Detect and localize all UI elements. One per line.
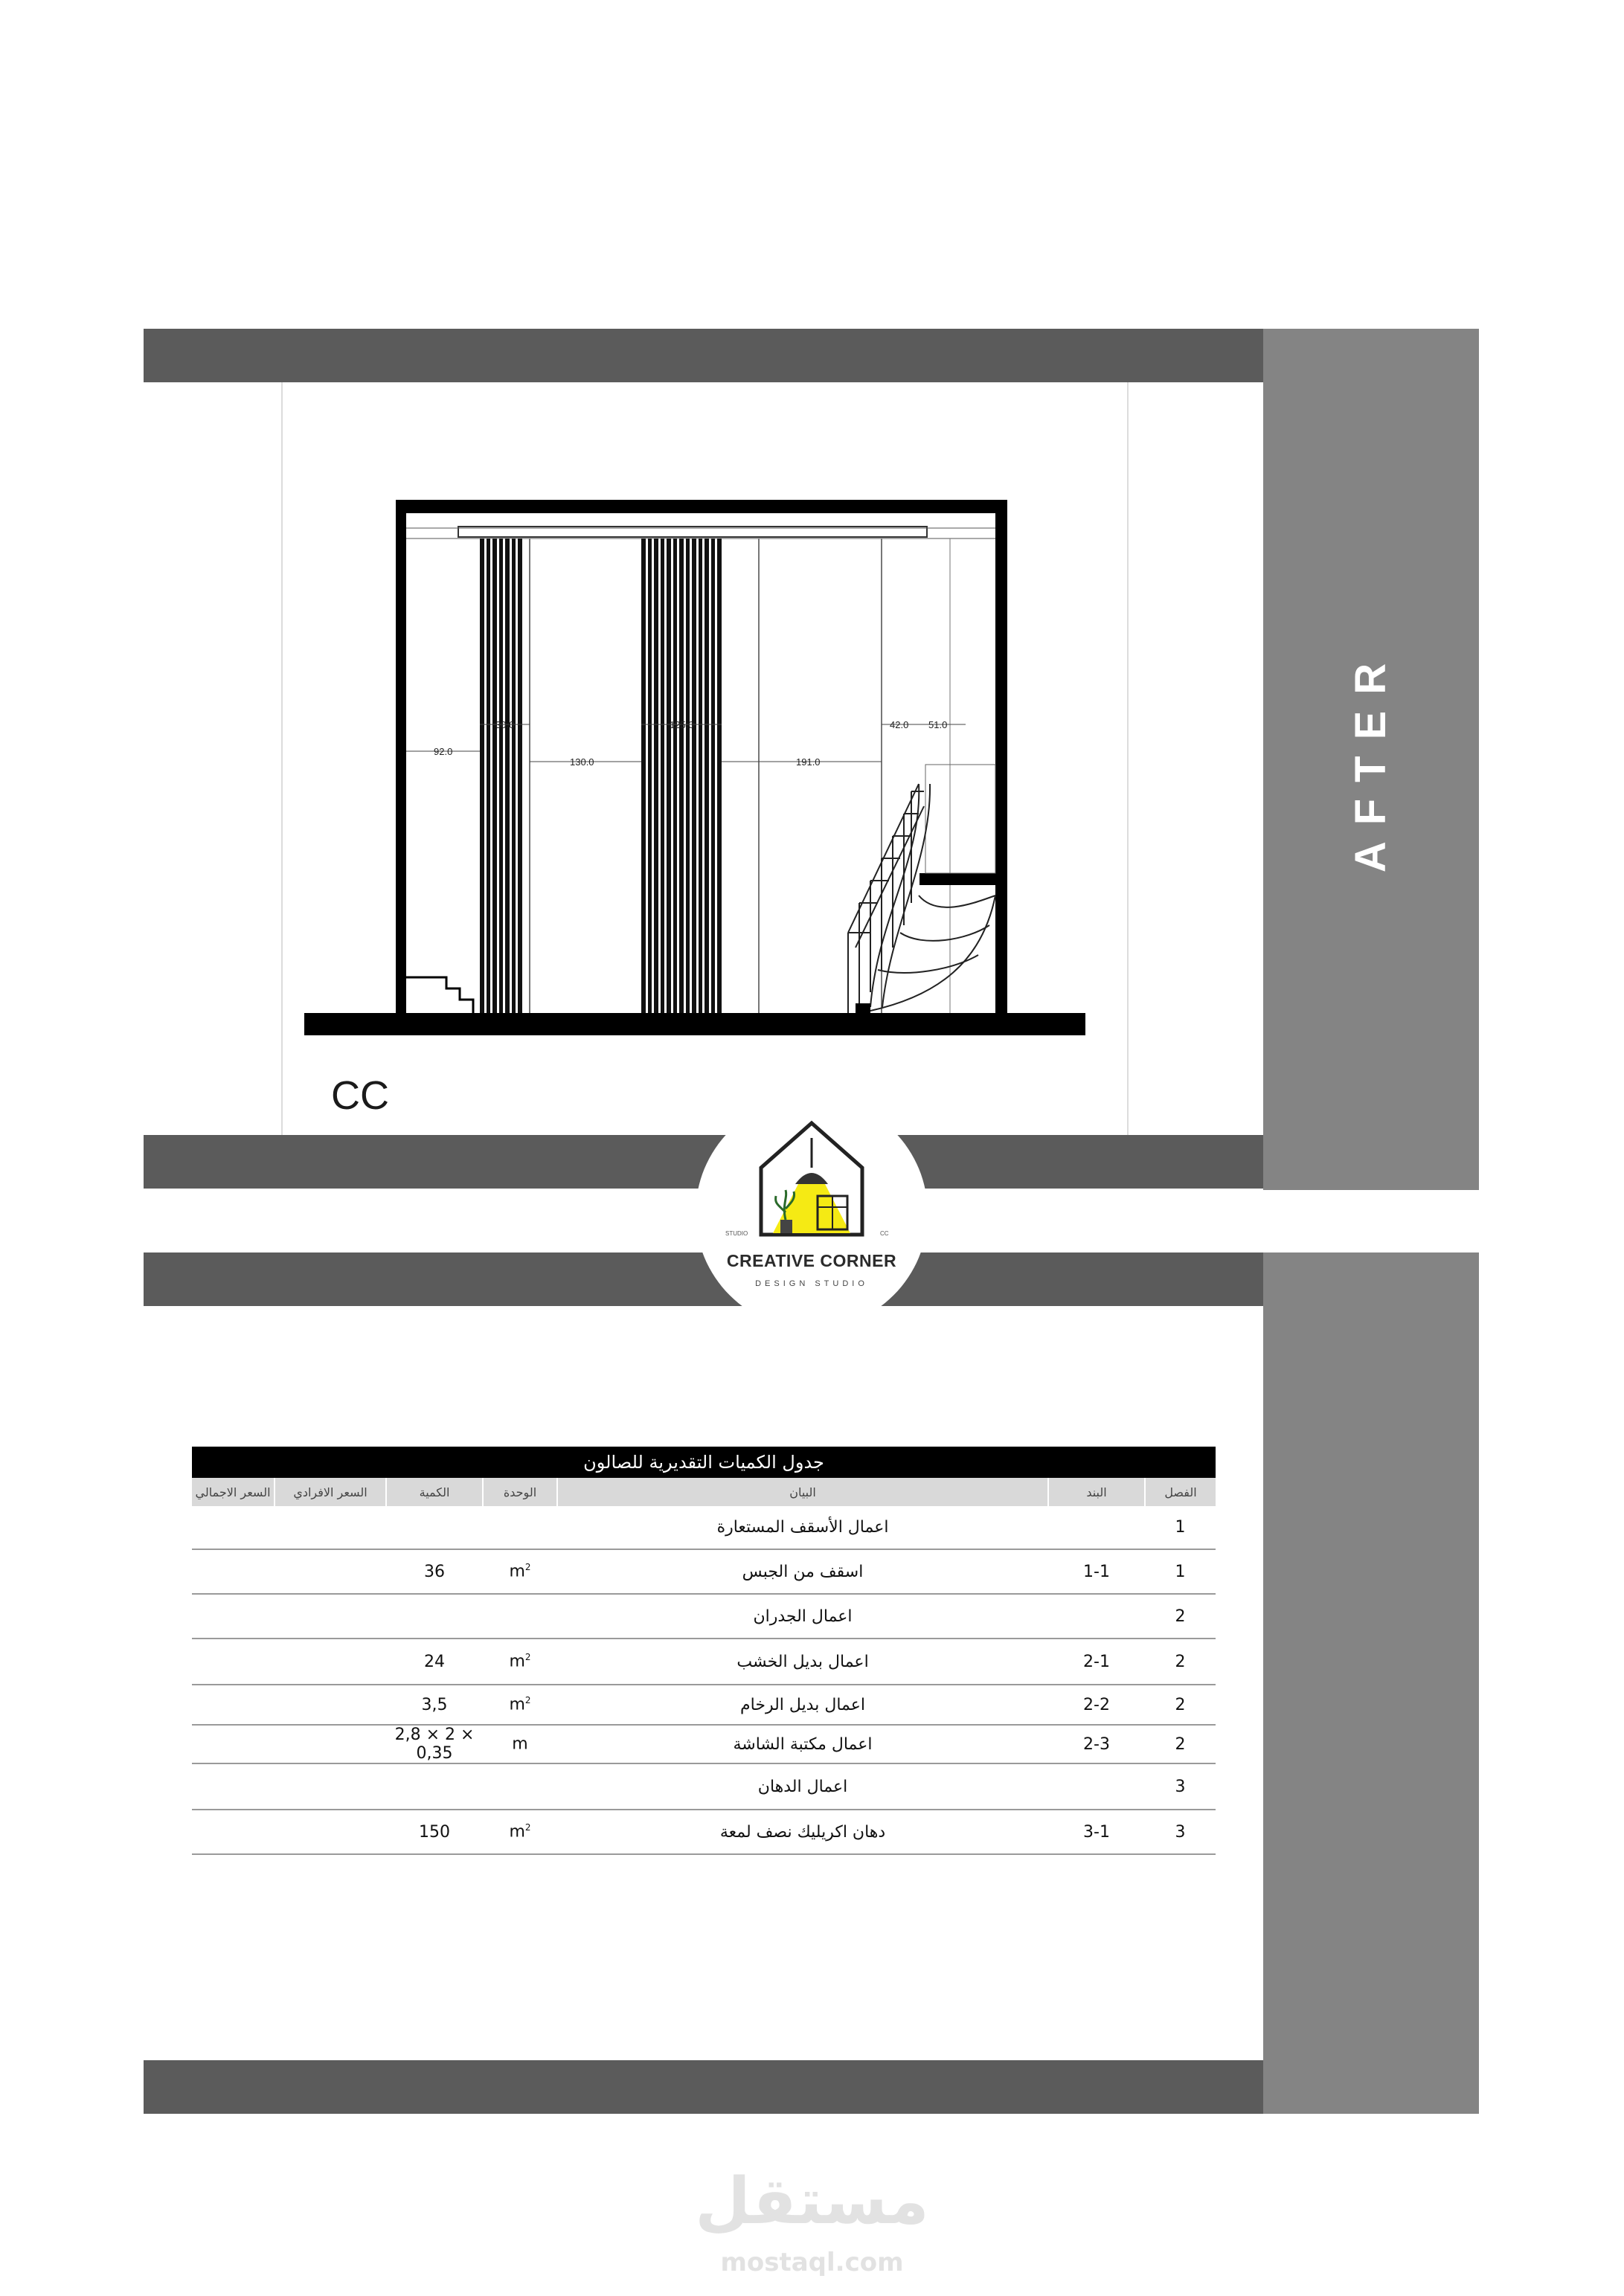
unit-exponent: 2 xyxy=(524,1822,531,1833)
after-label-container xyxy=(1263,329,1479,1190)
unit-cell xyxy=(483,1685,557,1725)
chapter-cell: 2 xyxy=(1145,1725,1216,1763)
description-cell: اعمال الأسقف المستعارة xyxy=(557,1506,1048,1549)
unit-cell xyxy=(483,1763,557,1810)
item-cell: 3-1 xyxy=(1048,1810,1145,1854)
table-header-row xyxy=(192,1478,1216,1506)
floor-slab xyxy=(304,1013,1085,1035)
dimension-label: 130.0 xyxy=(570,756,594,768)
wood-cladding-left xyxy=(480,538,522,1013)
small-steps xyxy=(406,977,473,1013)
chapter-cell: 1 xyxy=(1145,1506,1216,1549)
item-cell: 1-1 xyxy=(1048,1549,1145,1594)
table-row xyxy=(192,1763,1216,1810)
logo-right-tag: CC xyxy=(880,1230,889,1237)
item-cell: 2-1 xyxy=(1048,1639,1145,1685)
top-panel-header-band xyxy=(144,329,1263,382)
dimension-label: 51.0 xyxy=(928,719,948,730)
chapter-cell: 2 xyxy=(1145,1594,1216,1639)
item-cell: 2-3 xyxy=(1048,1725,1145,1763)
unit-price-cell xyxy=(275,1506,386,1549)
description-cell: اعمال الجدران xyxy=(557,1594,1048,1639)
total-price-cell xyxy=(192,1549,275,1594)
watermark-url: mostaql.com xyxy=(720,2248,904,2277)
total-price-cell xyxy=(192,1639,275,1685)
table-title-row xyxy=(192,1447,1216,1478)
unit-symbol: m xyxy=(509,1562,525,1581)
bottom-panel-side-bar xyxy=(1263,1252,1479,2114)
table-row xyxy=(192,1549,1216,1594)
column-header: السعر الاجمالي xyxy=(192,1478,275,1506)
unit-exponent: 2 xyxy=(524,1562,531,1573)
watermark-arabic: مستقل xyxy=(695,2164,929,2239)
item-cell xyxy=(1048,1763,1145,1810)
table-row xyxy=(192,1639,1216,1685)
quantity-cell xyxy=(386,1594,483,1639)
unit-cell xyxy=(483,1594,557,1639)
table-row xyxy=(192,1810,1216,1854)
unit-cell xyxy=(483,1639,557,1685)
logo-subtitle: DESIGN STUDIO xyxy=(755,1279,868,1288)
section-drawing-frame xyxy=(281,382,1129,1135)
item-cell xyxy=(1048,1594,1145,1639)
total-price-cell xyxy=(192,1506,275,1549)
unit-price-cell xyxy=(275,1685,386,1725)
column-header: البند xyxy=(1048,1478,1145,1506)
column-header: السعر الافرادي xyxy=(275,1478,386,1506)
quantity-cell: 36 xyxy=(386,1549,483,1594)
unit-symbol: m xyxy=(509,1822,525,1842)
chapter-cell: 1 xyxy=(1145,1549,1216,1594)
quantities-table xyxy=(192,1447,1216,1855)
unit-symbol: m xyxy=(512,1734,528,1754)
unit-cell xyxy=(483,1549,557,1594)
bottom-panel-footer-band xyxy=(144,2060,1263,2114)
column-header: البيان xyxy=(557,1478,1048,1506)
total-price-cell xyxy=(192,1810,275,1854)
unit-exponent: 2 xyxy=(524,1652,531,1663)
section-label: CC xyxy=(331,1073,389,1118)
total-price-cell xyxy=(192,1594,275,1639)
description-cell: اعمال بديل الخشب xyxy=(557,1639,1048,1685)
logo-house-icon xyxy=(752,1116,871,1242)
unit-price-cell xyxy=(275,1594,386,1639)
total-price-cell xyxy=(192,1763,275,1810)
left-wall xyxy=(396,500,406,1020)
description-cell: اعمال الدهان xyxy=(557,1763,1048,1810)
unit-symbol: m xyxy=(509,1695,525,1714)
right-wall xyxy=(995,500,1007,1020)
section-drawing xyxy=(283,382,1127,1135)
table-row xyxy=(192,1725,1216,1763)
total-price-cell xyxy=(192,1725,275,1763)
dimension-label: 125.0 xyxy=(670,719,694,730)
chapter-cell: 3 xyxy=(1145,1810,1216,1854)
total-price-cell xyxy=(192,1685,275,1725)
table-title: جدول الكميات التقديرية للصالون xyxy=(192,1447,1216,1478)
quantity-cell: 150 xyxy=(386,1810,483,1854)
ceiling-slab xyxy=(396,500,998,513)
description-cell: اعمال مكتبة الشاشة xyxy=(557,1725,1048,1763)
item-cell xyxy=(1048,1506,1145,1549)
quantity-cell: 24 xyxy=(386,1639,483,1685)
dimension-label: 42.0 xyxy=(890,719,909,730)
chapter-cell: 2 xyxy=(1145,1685,1216,1725)
unit-price-cell xyxy=(275,1549,386,1594)
dimension-label: 30.0 xyxy=(495,719,515,730)
logo-title: CREATIVE CORNER xyxy=(726,1251,897,1270)
spiral-staircase xyxy=(848,784,995,1013)
mezzanine-slab xyxy=(919,873,997,885)
unit-price-cell xyxy=(275,1763,386,1810)
unit-exponent: 2 xyxy=(524,1695,531,1706)
unit-price-cell xyxy=(275,1725,386,1763)
unit-cell xyxy=(483,1506,557,1549)
column-header: الفصل xyxy=(1145,1478,1216,1506)
chapter-cell: 3 xyxy=(1145,1763,1216,1810)
table-row xyxy=(192,1594,1216,1639)
quantity-cell: 3,5 xyxy=(386,1685,483,1725)
quantity-cell xyxy=(386,1763,483,1810)
description-cell: اعمال بديل الرخام xyxy=(557,1685,1048,1725)
unit-cell xyxy=(483,1810,557,1854)
chapter-cell: 2 xyxy=(1145,1639,1216,1685)
unit-price-cell xyxy=(275,1810,386,1854)
item-cell: 2-2 xyxy=(1048,1685,1145,1725)
table-row xyxy=(192,1685,1216,1725)
unit-cell xyxy=(483,1725,557,1763)
table-body xyxy=(192,1506,1216,1854)
dimension-label: 92.0 xyxy=(434,746,453,757)
column-header: الكمية xyxy=(386,1478,483,1506)
description-cell: دهان اكريليك نصف لمعة xyxy=(557,1810,1048,1854)
quantity-cell: 2,8 × 2 × 0,35 xyxy=(386,1725,483,1763)
wood-cladding-center xyxy=(641,538,722,1013)
table-row xyxy=(192,1506,1216,1549)
logo-left-tag: STUDIO xyxy=(725,1230,748,1237)
after-label: AFTER xyxy=(1347,646,1396,872)
description-cell: اسقف من الجبس xyxy=(557,1549,1048,1594)
column-header: الوحدة xyxy=(483,1478,557,1506)
dimension-label: 191.0 xyxy=(796,756,821,768)
unit-symbol: m xyxy=(509,1652,525,1671)
unit-price-cell xyxy=(275,1639,386,1685)
quantity-cell xyxy=(386,1506,483,1549)
